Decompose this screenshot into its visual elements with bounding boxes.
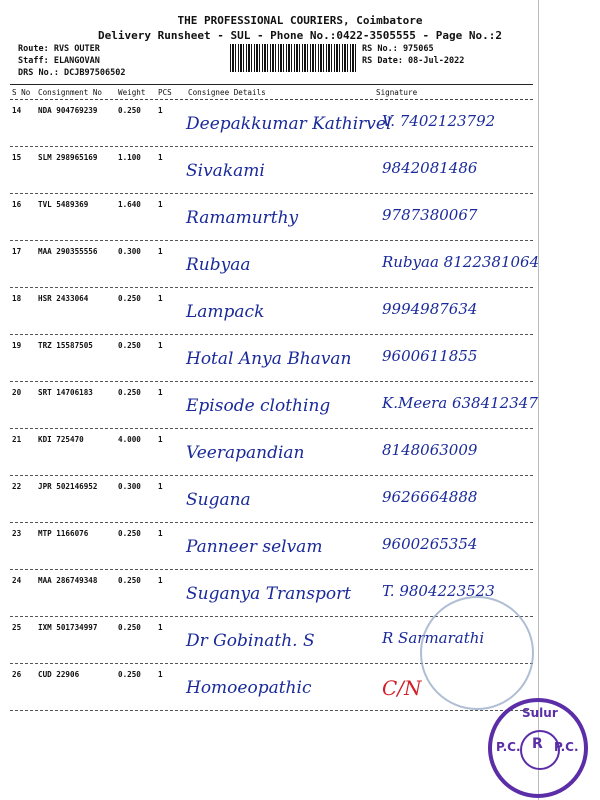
row-consignment-no: MAA 290355556 [38, 247, 98, 256]
row-sno: 14 [12, 106, 22, 115]
row-pcs: 1 [158, 670, 163, 679]
row-signature: 9626664888 [382, 488, 478, 506]
col-signature: Signature [376, 88, 418, 97]
row-pcs: 1 [158, 294, 163, 303]
row-signature: K.Meera 638412347 [382, 394, 538, 412]
table-row [10, 241, 540, 288]
row-sno: 23 [12, 529, 22, 538]
col-consignee: Consignee Details [188, 88, 266, 97]
college-stamp [420, 596, 534, 710]
row-sno: 22 [12, 482, 22, 491]
row-pcs: 1 [158, 435, 163, 444]
row-signature: 9787380067 [382, 206, 478, 224]
row-sno: 17 [12, 247, 22, 256]
row-pcs: 1 [158, 247, 163, 256]
row-consignee-name: Hotal Anya Bhavan [186, 349, 352, 369]
row-consignment-no: KDI 725470 [38, 435, 84, 444]
seal-left-text: P.C. [496, 740, 521, 754]
row-weight: 0.250 [118, 294, 141, 303]
row-weight: 1.640 [118, 200, 141, 209]
seal-center-text: R [532, 736, 543, 752]
row-signature: 9994987634 [382, 300, 478, 318]
document-subtitle: Delivery Runsheet - SUL - Phone No.:0422-3505555 - Page No.:2 [98, 29, 502, 42]
row-consignment-no: MTP 1166076 [38, 529, 89, 538]
table-row [10, 194, 533, 241]
row-signature: Rubyaa 8122381064 [382, 253, 540, 271]
row-sno: 19 [12, 341, 22, 350]
row-consignment-no: HSR 2433064 [38, 294, 89, 303]
row-sno: 18 [12, 294, 22, 303]
row-consignee-name: Ramamurthy [186, 208, 299, 228]
col-pcs: PCS [158, 88, 172, 97]
table-row [10, 100, 533, 147]
drs-number: DRS No.: DCJB97506502 [18, 68, 126, 78]
row-pcs: 1 [158, 576, 163, 585]
row-pcs: 1 [158, 106, 163, 115]
row-consignment-no: SLM 298965169 [38, 153, 98, 162]
row-weight: 4.000 [118, 435, 141, 444]
row-pcs: 1 [158, 200, 163, 209]
row-signature: R Sarmarathi [382, 629, 485, 647]
table-row [10, 147, 533, 194]
row-sno: 20 [12, 388, 22, 397]
row-sno: 24 [12, 576, 22, 585]
row-signature: 8148063009 [382, 441, 478, 459]
route-label: Route: RVS OUTER [18, 44, 100, 54]
row-weight: 0.250 [118, 623, 141, 632]
row-consignee-name: Panneer selvam [186, 537, 323, 557]
table-row [10, 523, 533, 570]
col-consignment: Consignment No [38, 88, 103, 97]
row-consignment-no: IXM 501734997 [38, 623, 98, 632]
row-sno: 21 [12, 435, 22, 444]
table-row [10, 382, 538, 429]
table-row [10, 335, 533, 382]
row-consignee-name: Veerapandian [186, 443, 305, 463]
row-weight: 0.300 [118, 482, 141, 491]
row-weight: 0.250 [118, 341, 141, 350]
row-consignee-name: Sugana [186, 490, 251, 510]
row-signature: C/N [382, 676, 422, 700]
row-sno: 15 [12, 153, 22, 162]
post-office-seal [488, 698, 588, 798]
row-consignment-no: MAA 286749348 [38, 576, 98, 585]
row-signature: V. 7402123792 [382, 112, 496, 130]
row-weight: 0.250 [118, 576, 141, 585]
table-row [10, 429, 533, 476]
row-weight: 0.250 [118, 529, 141, 538]
row-consignment-no: NDA 904769239 [38, 106, 98, 115]
row-sno: 25 [12, 623, 22, 632]
barcode [230, 44, 356, 72]
row-consignee-name: Dr Gobinath. S [186, 631, 315, 651]
row-pcs: 1 [158, 623, 163, 632]
table-row [10, 476, 533, 523]
seal-top-text: Sulur [522, 706, 558, 720]
row-consignee-name: Rubyaa [186, 255, 251, 275]
row-signature: 9600611855 [382, 347, 478, 365]
col-weight: Weight [118, 88, 146, 97]
table-header [10, 84, 533, 100]
document-title: THE PROFESSIONAL COURIERS, Coimbatore [177, 14, 423, 27]
rs-number: RS No.: 975065 [362, 44, 434, 54]
row-pcs: 1 [158, 341, 163, 350]
row-consignment-no: CUD 22906 [38, 670, 80, 679]
page-fold-line [538, 0, 539, 800]
row-signature: T. 9804223523 [382, 582, 495, 600]
row-pcs: 1 [158, 482, 163, 491]
row-weight: 1.100 [118, 153, 141, 162]
row-pcs: 1 [158, 529, 163, 538]
row-signature: 9842081486 [382, 159, 478, 177]
row-weight: 0.250 [118, 388, 141, 397]
row-consignment-no: TRZ 15587505 [38, 341, 93, 350]
row-weight: 0.250 [118, 106, 141, 115]
row-consignee-name: Sivakami [186, 161, 265, 181]
row-consignee-name: Deepakkumar Kathirvel [186, 114, 392, 134]
staff-label: Staff: ELANGOVAN [18, 56, 100, 66]
row-signature: 9600265354 [382, 535, 478, 553]
table-row [10, 288, 533, 335]
row-consignment-no: SRT 14706183 [38, 388, 93, 397]
seal-right-text: P.C. [554, 740, 579, 754]
row-weight: 0.300 [118, 247, 141, 256]
rs-date: RS Date: 08-Jul-2022 [362, 56, 465, 66]
row-consignee-name: Episode clothing [186, 396, 331, 416]
row-consignment-no: TVL 5489369 [38, 200, 89, 209]
row-consignee-name: Suganya Transport [186, 584, 352, 604]
row-sno: 16 [12, 200, 22, 209]
row-sno: 26 [12, 670, 22, 679]
col-sno: S No [12, 88, 31, 97]
row-pcs: 1 [158, 388, 163, 397]
row-consignee-name: Lampack [186, 302, 265, 322]
row-consignee-name: Homoeopathic [186, 678, 312, 698]
row-consignment-no: JPR 502146952 [38, 482, 98, 491]
row-pcs: 1 [158, 153, 163, 162]
row-weight: 0.250 [118, 670, 141, 679]
